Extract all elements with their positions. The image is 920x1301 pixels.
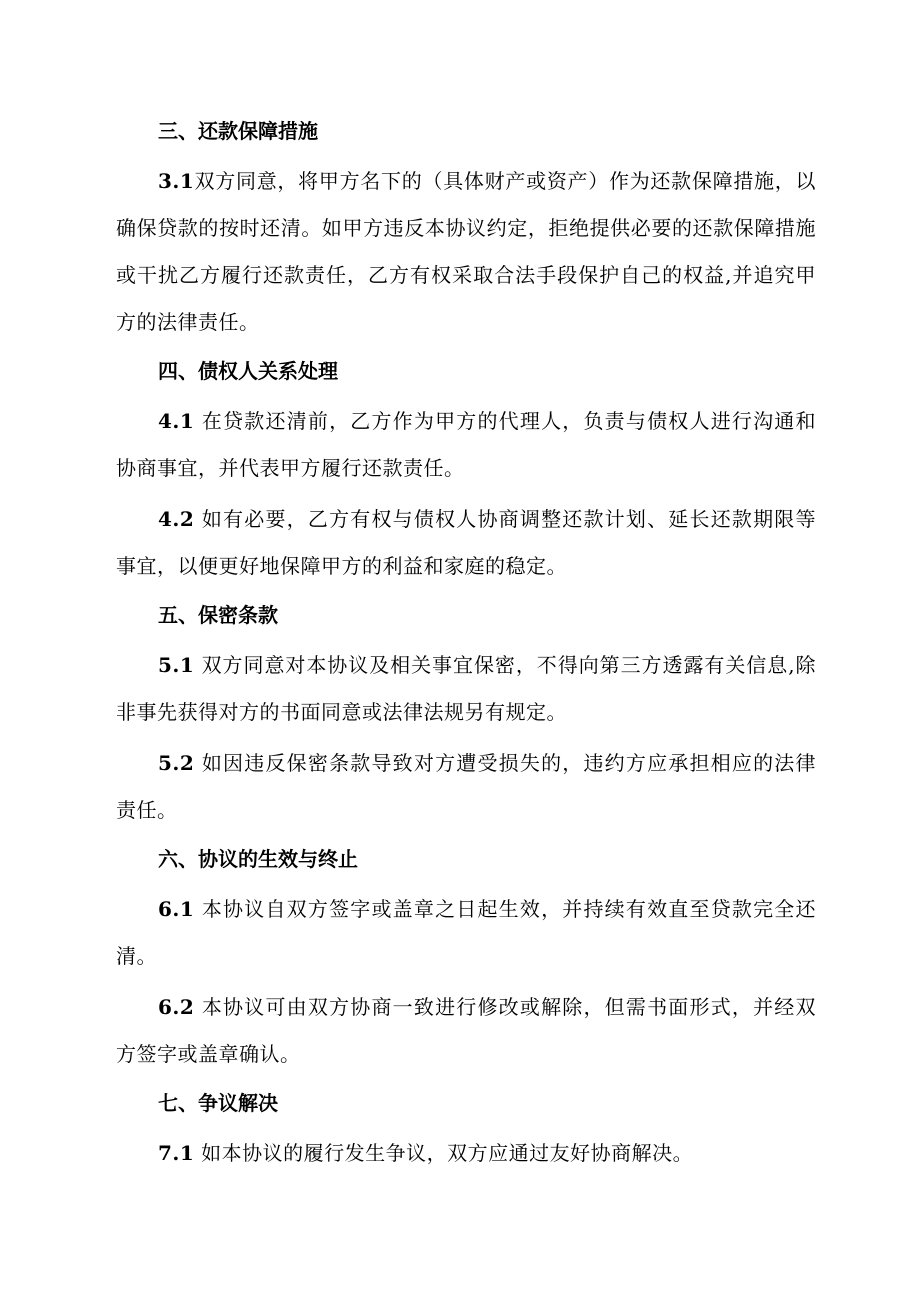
clause-text: 双方同意，将甲方名下的（具体财产或资产）作为还款保障措施，以确保贷款的按时还清。如甲方违反本协议约定，拒绝提供必要的还款保障措施或干扰乙方履行还款责任，乙方有权采取合法手段保护自己的权益,并追究甲方的法律责任。 <box>116 169 816 334</box>
document-body <box>116 110 816 1181</box>
clause-6-2 <box>116 984 816 1078</box>
section-heading-6: 六、协议的生效与终止 <box>158 847 358 871</box>
clause-text: 本协议可由双方协商一致进行修改或解除，但需书面形式，并经双方签字或盖章确认。 <box>116 995 816 1066</box>
clause-number: 6.2 <box>158 995 195 1019</box>
section-heading-5: 五、保密条款 <box>158 603 278 627</box>
section-heading-4: 四、债权人关系处理 <box>158 359 338 383</box>
clause-text: 如因违反保密条款导致对方遭受损失的，违约方应承担相应的法律责任。 <box>116 751 816 822</box>
clause-6-1 <box>116 886 816 980</box>
clause-text: 双方同意对本协议及相关事宜保密，不得向第三方透露有关信息,除非事先获得对方的书面同意或法律法规另有规定。 <box>116 653 816 724</box>
clause-5-1 <box>116 642 816 736</box>
clause-number: 5.1 <box>158 653 195 677</box>
clause-number: 6.1 <box>158 897 195 921</box>
clause-number: 7.1 <box>158 1141 195 1165</box>
clause-5-2 <box>116 740 816 834</box>
clause-text: 如本协议的履行发生争议，双方应通过友好协商解决。 <box>194 1141 694 1165</box>
clause-text: 本协议自双方签字或盖章之日起生效，并持续有效直至贷款完全还清。 <box>116 897 816 968</box>
section-heading-3: 三、还款保障措施 <box>158 119 318 143</box>
section-heading-7: 七、争议解决 <box>158 1091 278 1115</box>
clause-4-1 <box>116 398 816 492</box>
clause-number: 5.2 <box>158 751 195 775</box>
clause-7-1 <box>116 1130 816 1177</box>
clause-text: 如有必要，乙方有权与债权人协商调整还款计划、延长还款期限等事宜，以便更好地保障甲方的利益和家庭的稳定。 <box>116 507 816 578</box>
clause-number: 4.1 <box>158 409 195 433</box>
clause-text: 在贷款还清前，乙方作为甲方的代理人，负责与债权人进行沟通和协商事宜，并代表甲方履行还款责任。 <box>116 409 816 480</box>
clause-4-2 <box>116 496 816 590</box>
clause-number: 4.2 <box>158 507 195 531</box>
clause-number: 3.1 <box>158 169 195 193</box>
clause-3-1 <box>116 158 816 346</box>
